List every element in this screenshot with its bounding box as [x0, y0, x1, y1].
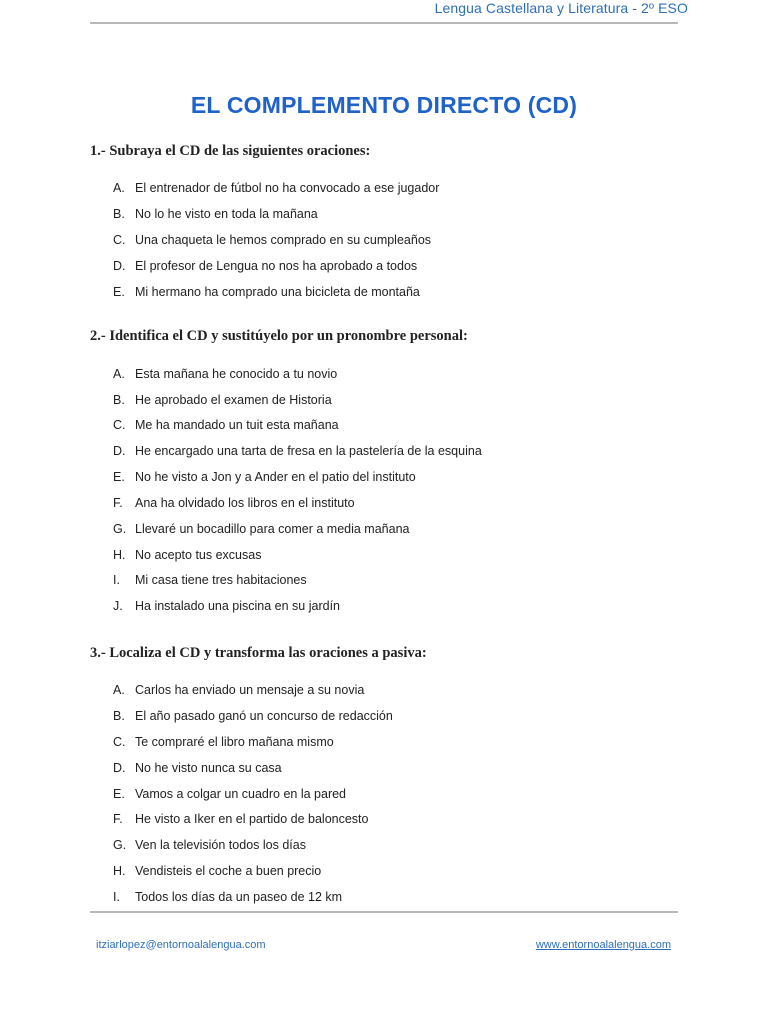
header-divider [90, 22, 678, 24]
item-text: Ana ha olvidado los libros en el instituto [135, 496, 355, 510]
exercise-2-question: 2.- Identifica el CD y sustitúyelo por un pronombre personal: [90, 328, 468, 344]
list-item [113, 444, 482, 458]
item-letter: B. [113, 207, 125, 221]
list-item [113, 496, 355, 510]
list-item [113, 548, 261, 562]
list-item [113, 181, 439, 195]
list-item [113, 522, 409, 536]
item-text: No he visto a Jon y a Ander en el patio del instituto [135, 470, 416, 484]
item-letter: A. [113, 367, 125, 381]
item-letter: F. [113, 812, 123, 826]
footer-divider [90, 911, 678, 913]
item-text: El año pasado ganó un concurso de redacción [135, 709, 393, 723]
list-item [113, 470, 416, 484]
list-item [113, 864, 321, 878]
item-text: Vamos a colgar un cuadro en la pared [135, 787, 347, 801]
list-item [113, 418, 339, 432]
item-letter: C. [113, 735, 126, 749]
item-letter: C. [113, 418, 126, 432]
item-text: Me ha mandado un tuit esta mañana [135, 418, 339, 432]
item-letter: H. [113, 864, 126, 878]
list-item [113, 599, 340, 613]
list-item [113, 890, 342, 904]
list-item [113, 573, 307, 587]
page-title: EL COMPLEMENTO DIRECTO (CD) [190, 92, 578, 118]
item-letter: G. [113, 522, 127, 536]
item-text: Mi casa tiene tres habitaciones [135, 573, 307, 587]
item-letter: G. [113, 838, 127, 852]
list-item [113, 683, 364, 697]
item-letter: D. [113, 259, 126, 273]
item-letter: A. [113, 683, 125, 697]
list-item [113, 367, 337, 381]
footer-email-link[interactable]: itziarlopez@entornoalalengua.com [96, 939, 266, 951]
item-letter: C. [113, 233, 126, 247]
item-letter: J. [113, 599, 123, 613]
item-text: No lo he visto en toda la mañana [135, 207, 318, 221]
item-letter: E. [113, 787, 125, 801]
list-item [113, 393, 332, 407]
item-letter: F. [113, 496, 123, 510]
list-item [113, 761, 282, 775]
item-letter: B. [113, 393, 125, 407]
list-item [113, 735, 334, 749]
item-text: Carlos ha enviado un mensaje a su novia [135, 683, 365, 697]
list-item [113, 233, 431, 247]
list-item [113, 812, 368, 826]
footer-website-link[interactable]: www.entornoalalengua.com [535, 939, 671, 951]
list-item [113, 838, 306, 852]
item-letter: D. [113, 761, 126, 775]
item-text: Esta mañana he conocido a tu novio [135, 367, 338, 381]
item-text: No acepto tus excusas [135, 548, 262, 562]
item-text: El entrenador de fútbol no ha convocado a ese jugador [135, 181, 440, 195]
item-text: Te compraré el libro mañana mismo [135, 735, 334, 749]
item-letter: D. [113, 444, 126, 458]
item-text: Ven la televisión todos los días [135, 838, 306, 852]
exercise-3-question: 3.- Localiza el CD y transforma las oraciones a pasiva: [90, 645, 427, 661]
item-letter: I. [113, 573, 120, 587]
item-letter: E. [113, 470, 125, 484]
item-text: No he visto nunca su casa [135, 761, 282, 775]
exercise-1-question: 1.- Subraya el CD de las siguientes oraciones: [90, 143, 371, 159]
list-item [113, 285, 420, 299]
item-letter: B. [113, 709, 125, 723]
item-text: He encargado una tarta de fresa en la pastelería de la esquina [135, 444, 482, 458]
item-text: He aprobado el examen de Historia [135, 393, 332, 407]
item-text: He visto a Iker en el partido de baloncesto [135, 812, 369, 826]
item-text: El profesor de Lengua no nos ha aprobado a todos [135, 259, 418, 273]
item-text: Llevaré un bocadillo para comer a media mañana [135, 522, 410, 536]
list-item [113, 207, 318, 221]
header-subject: Lengua Castellana y Literatura - 2º ESO [434, 0, 688, 16]
item-text: Ha instalado una piscina en su jardín [135, 599, 340, 613]
list-item [113, 709, 393, 723]
item-text: Vendisteis el coche a buen precio [135, 864, 322, 878]
item-text: Mi hermano ha comprado una bicicleta de montaña [135, 285, 420, 299]
item-text: Una chaqueta le hemos comprado en su cumpleaños [135, 233, 432, 247]
item-letter: I. [113, 890, 120, 904]
item-letter: A. [113, 181, 125, 195]
list-item [113, 259, 417, 273]
item-text: Todos los días da un paseo de 12 km [135, 890, 343, 904]
list-item [113, 787, 346, 801]
item-letter: H. [113, 548, 126, 562]
item-letter: E. [113, 285, 125, 299]
